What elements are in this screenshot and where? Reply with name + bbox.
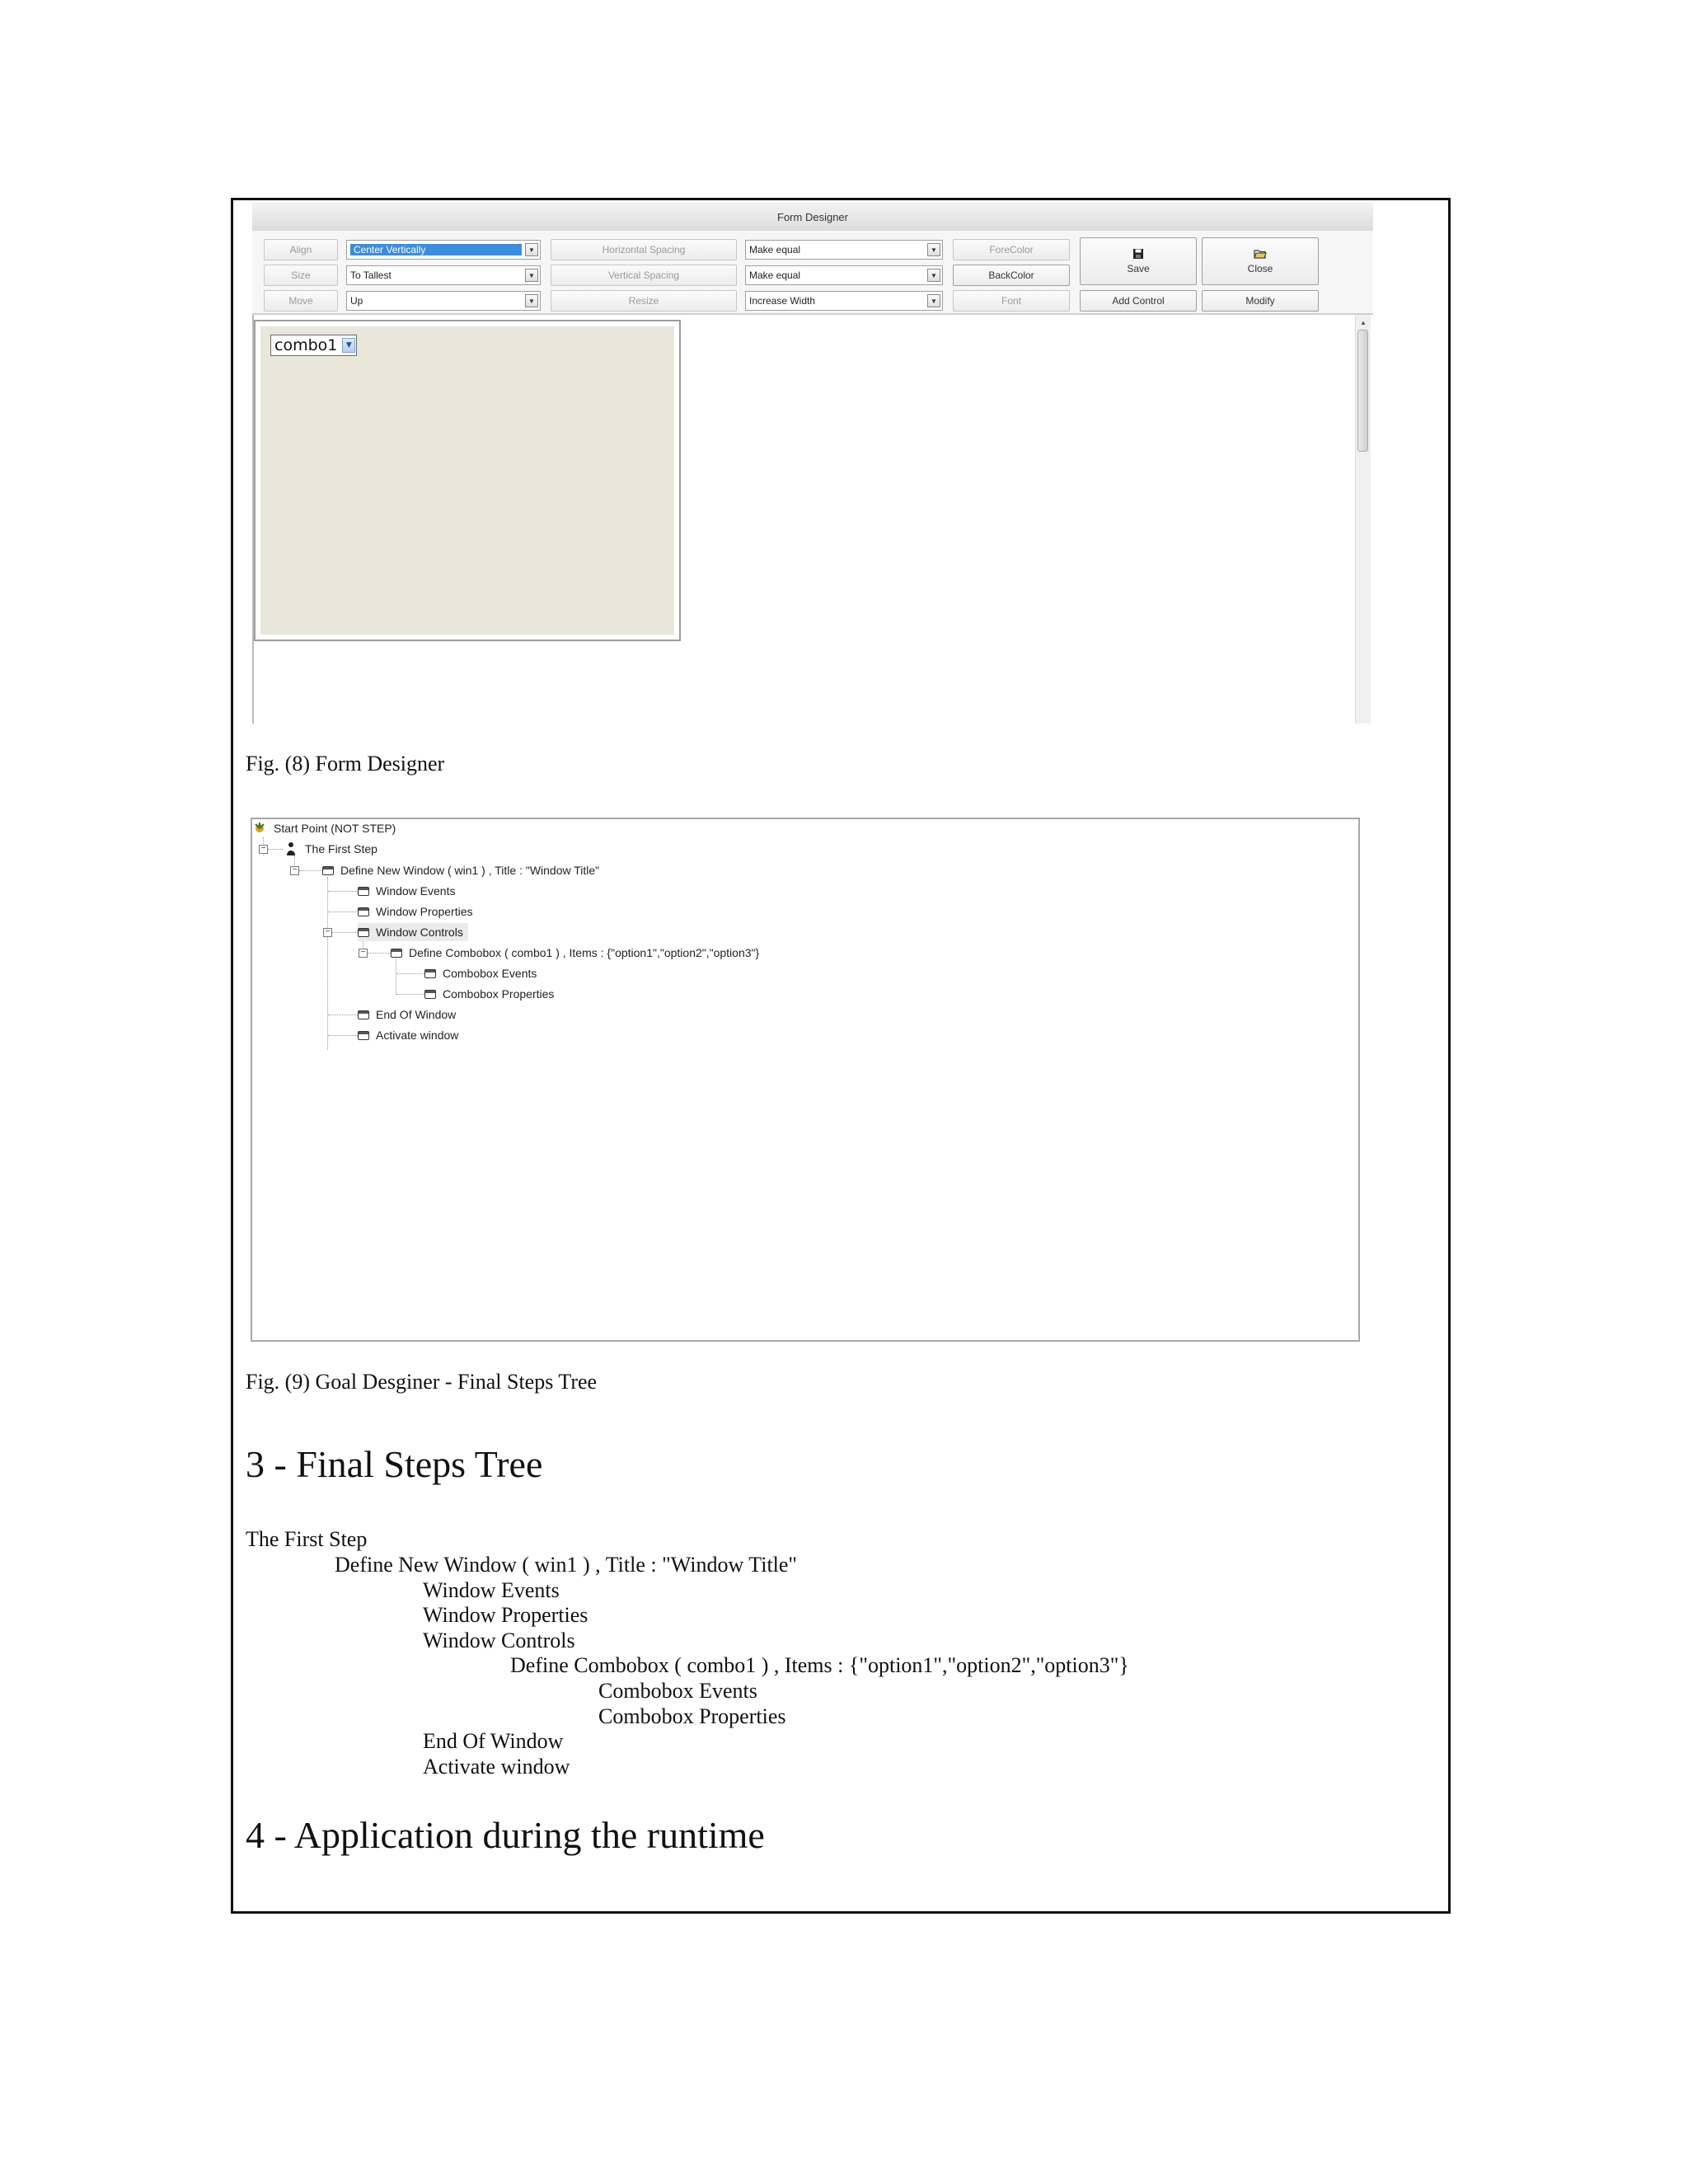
window-icon xyxy=(358,1010,369,1019)
tree-connector xyxy=(299,870,322,871)
vertical-spacing-select[interactable] xyxy=(745,265,943,285)
close-label: Close xyxy=(1247,263,1273,274)
design-canvas xyxy=(252,315,1375,724)
save-icon xyxy=(1132,248,1144,260)
tree-connector xyxy=(268,849,283,850)
window-icon xyxy=(358,907,369,916)
tree-connector xyxy=(396,994,424,995)
window-icon xyxy=(391,949,402,958)
tree-node-label: Activate window xyxy=(376,1029,459,1042)
tree-node-label: End Of Window xyxy=(376,1008,457,1021)
tree-node-label: Window Controls xyxy=(376,926,463,939)
tree-node-label: Window Properties xyxy=(376,905,473,918)
tree-node-first-step[interactable] xyxy=(284,840,377,858)
forecolor-button[interactable]: ForeColor xyxy=(953,239,1070,260)
tree-expander[interactable]: − xyxy=(259,845,268,854)
steps-line: Window Events xyxy=(423,1578,560,1602)
chevron-down-icon[interactable]: ▼ xyxy=(525,243,538,256)
save-button[interactable] xyxy=(1080,237,1197,285)
section-4-heading: 4 - Application during the runtime xyxy=(246,1814,765,1856)
horizontal-spacing-select[interactable] xyxy=(745,240,943,260)
close-button[interactable] xyxy=(1202,237,1319,285)
move-select[interactable] xyxy=(346,291,541,311)
tree-node-window-controls[interactable] xyxy=(358,923,468,941)
scrollbar-thumb[interactable] xyxy=(1357,330,1368,452)
tree-node-label: Window Events xyxy=(376,884,456,898)
tree-expander[interactable]: − xyxy=(323,928,332,937)
tree-node-label: Define Combobox ( combo1 ) , Items : {"option1","option2","option3"} xyxy=(409,946,760,959)
move-select-value: Up xyxy=(350,295,363,307)
tree-node-label: Define New Window ( win1 ) , Title : "Window Title" xyxy=(340,864,600,877)
horizontal-spacing-button[interactable]: Horizontal Spacing xyxy=(551,239,737,260)
resize-select[interactable] xyxy=(745,291,943,311)
align-select-value: Center Vertically xyxy=(350,244,522,255)
figure-8-caption: Fig. (8) Form Designer xyxy=(246,752,445,776)
align-select[interactable] xyxy=(346,240,541,260)
tree-connector xyxy=(327,877,328,1050)
tree-connector xyxy=(396,973,424,974)
tree-node-label: Start Point (NOT STEP) xyxy=(274,822,396,835)
tree-connector xyxy=(328,1035,358,1036)
tree-connector xyxy=(328,891,358,892)
horizontal-spacing-value: Make equal xyxy=(749,244,801,255)
combo1-control[interactable] xyxy=(270,335,357,356)
font-button[interactable]: Font xyxy=(953,290,1070,312)
add-control-button[interactable]: Add Control xyxy=(1080,290,1197,312)
form-designer-titlebar xyxy=(252,203,1373,232)
size-select-value: To Tallest xyxy=(350,269,392,281)
size-button[interactable]: Size xyxy=(264,265,338,286)
tree-connector xyxy=(332,932,358,933)
window-icon xyxy=(358,928,369,937)
tree-node-combobox-events[interactable] xyxy=(424,964,537,982)
window-icon xyxy=(358,1031,369,1040)
window-icon xyxy=(424,969,436,978)
move-button[interactable]: Move xyxy=(264,290,338,312)
form-designer-screenshot xyxy=(252,203,1373,724)
save-label: Save xyxy=(1127,263,1150,274)
vertical-scrollbar[interactable] xyxy=(1355,315,1371,724)
tree-node-window-properties[interactable] xyxy=(358,902,473,921)
steps-line: Combobox Properties xyxy=(598,1704,786,1728)
rocket-icon xyxy=(252,821,267,836)
steps-line: Define New Window ( win1 ) , Title : "Window Title" xyxy=(335,1553,798,1577)
folder-open-icon xyxy=(1254,248,1267,260)
chevron-down-icon[interactable]: ▼ xyxy=(927,243,940,256)
chevron-down-icon[interactable]: ▼ xyxy=(927,269,940,282)
window-icon xyxy=(358,887,369,896)
chevron-down-icon[interactable]: ▼ xyxy=(342,338,355,353)
tree-node-define-window[interactable] xyxy=(322,861,599,879)
chevron-down-icon[interactable]: ▼ xyxy=(525,269,538,282)
designed-form[interactable] xyxy=(254,320,681,641)
vertical-spacing-button[interactable]: Vertical Spacing xyxy=(551,265,737,286)
person-icon xyxy=(284,841,298,856)
tree-node-define-combobox[interactable] xyxy=(391,944,759,962)
form-designer-title: Form Designer xyxy=(777,210,848,223)
steps-line: Window Controls xyxy=(423,1629,575,1652)
resize-select-value: Increase Width xyxy=(749,295,816,307)
window-icon xyxy=(322,866,334,875)
tree-node-root[interactable] xyxy=(252,819,396,837)
steps-line: Activate window xyxy=(423,1755,570,1779)
figure-9-caption: Fig. (9) Goal Desginer - Final Steps Tree xyxy=(246,1370,598,1394)
section-3-heading: 3 - Final Steps Tree xyxy=(246,1443,543,1485)
window-icon xyxy=(424,990,436,999)
size-select[interactable] xyxy=(346,265,541,285)
tree-node-window-events[interactable] xyxy=(358,882,455,900)
backcolor-button[interactable]: BackColor xyxy=(953,265,1070,286)
steps-line: The First Step xyxy=(246,1527,368,1551)
form-designer-toolbar xyxy=(252,231,1373,315)
tree-node-combobox-properties[interactable] xyxy=(424,985,554,1003)
resize-button[interactable]: Resize xyxy=(551,290,737,312)
modify-button[interactable]: Modify xyxy=(1202,290,1319,312)
vertical-spacing-value: Make equal xyxy=(749,269,801,281)
steps-line: Combobox Events xyxy=(598,1679,757,1703)
align-button[interactable]: Align xyxy=(264,239,338,260)
scroll-up-icon[interactable]: ▲ xyxy=(1360,318,1367,326)
tree-expander[interactable]: − xyxy=(290,866,299,875)
chevron-down-icon[interactable]: ▼ xyxy=(927,294,940,307)
tree-node-label: Combobox Events xyxy=(443,967,537,980)
tree-node-label: Combobox Properties xyxy=(443,987,555,1001)
tree-expander[interactable]: − xyxy=(359,949,368,958)
tree-node-label: The First Step xyxy=(305,842,377,855)
tree-node-activate-window[interactable] xyxy=(358,1026,458,1044)
chevron-down-icon[interactable]: ▼ xyxy=(525,294,538,307)
designed-form-surface xyxy=(260,326,674,635)
steps-line: Window Properties xyxy=(423,1603,588,1627)
steps-tree-panel xyxy=(251,818,1360,1342)
tree-connector xyxy=(368,953,391,954)
steps-line: End Of Window xyxy=(423,1729,564,1753)
tree-node-end-of-window[interactable] xyxy=(358,1005,456,1024)
steps-line: Define Combobox ( combo1 ) , Items : {"option1","option2","option3"} xyxy=(510,1653,1129,1677)
combo1-text: combo1 xyxy=(274,336,338,354)
